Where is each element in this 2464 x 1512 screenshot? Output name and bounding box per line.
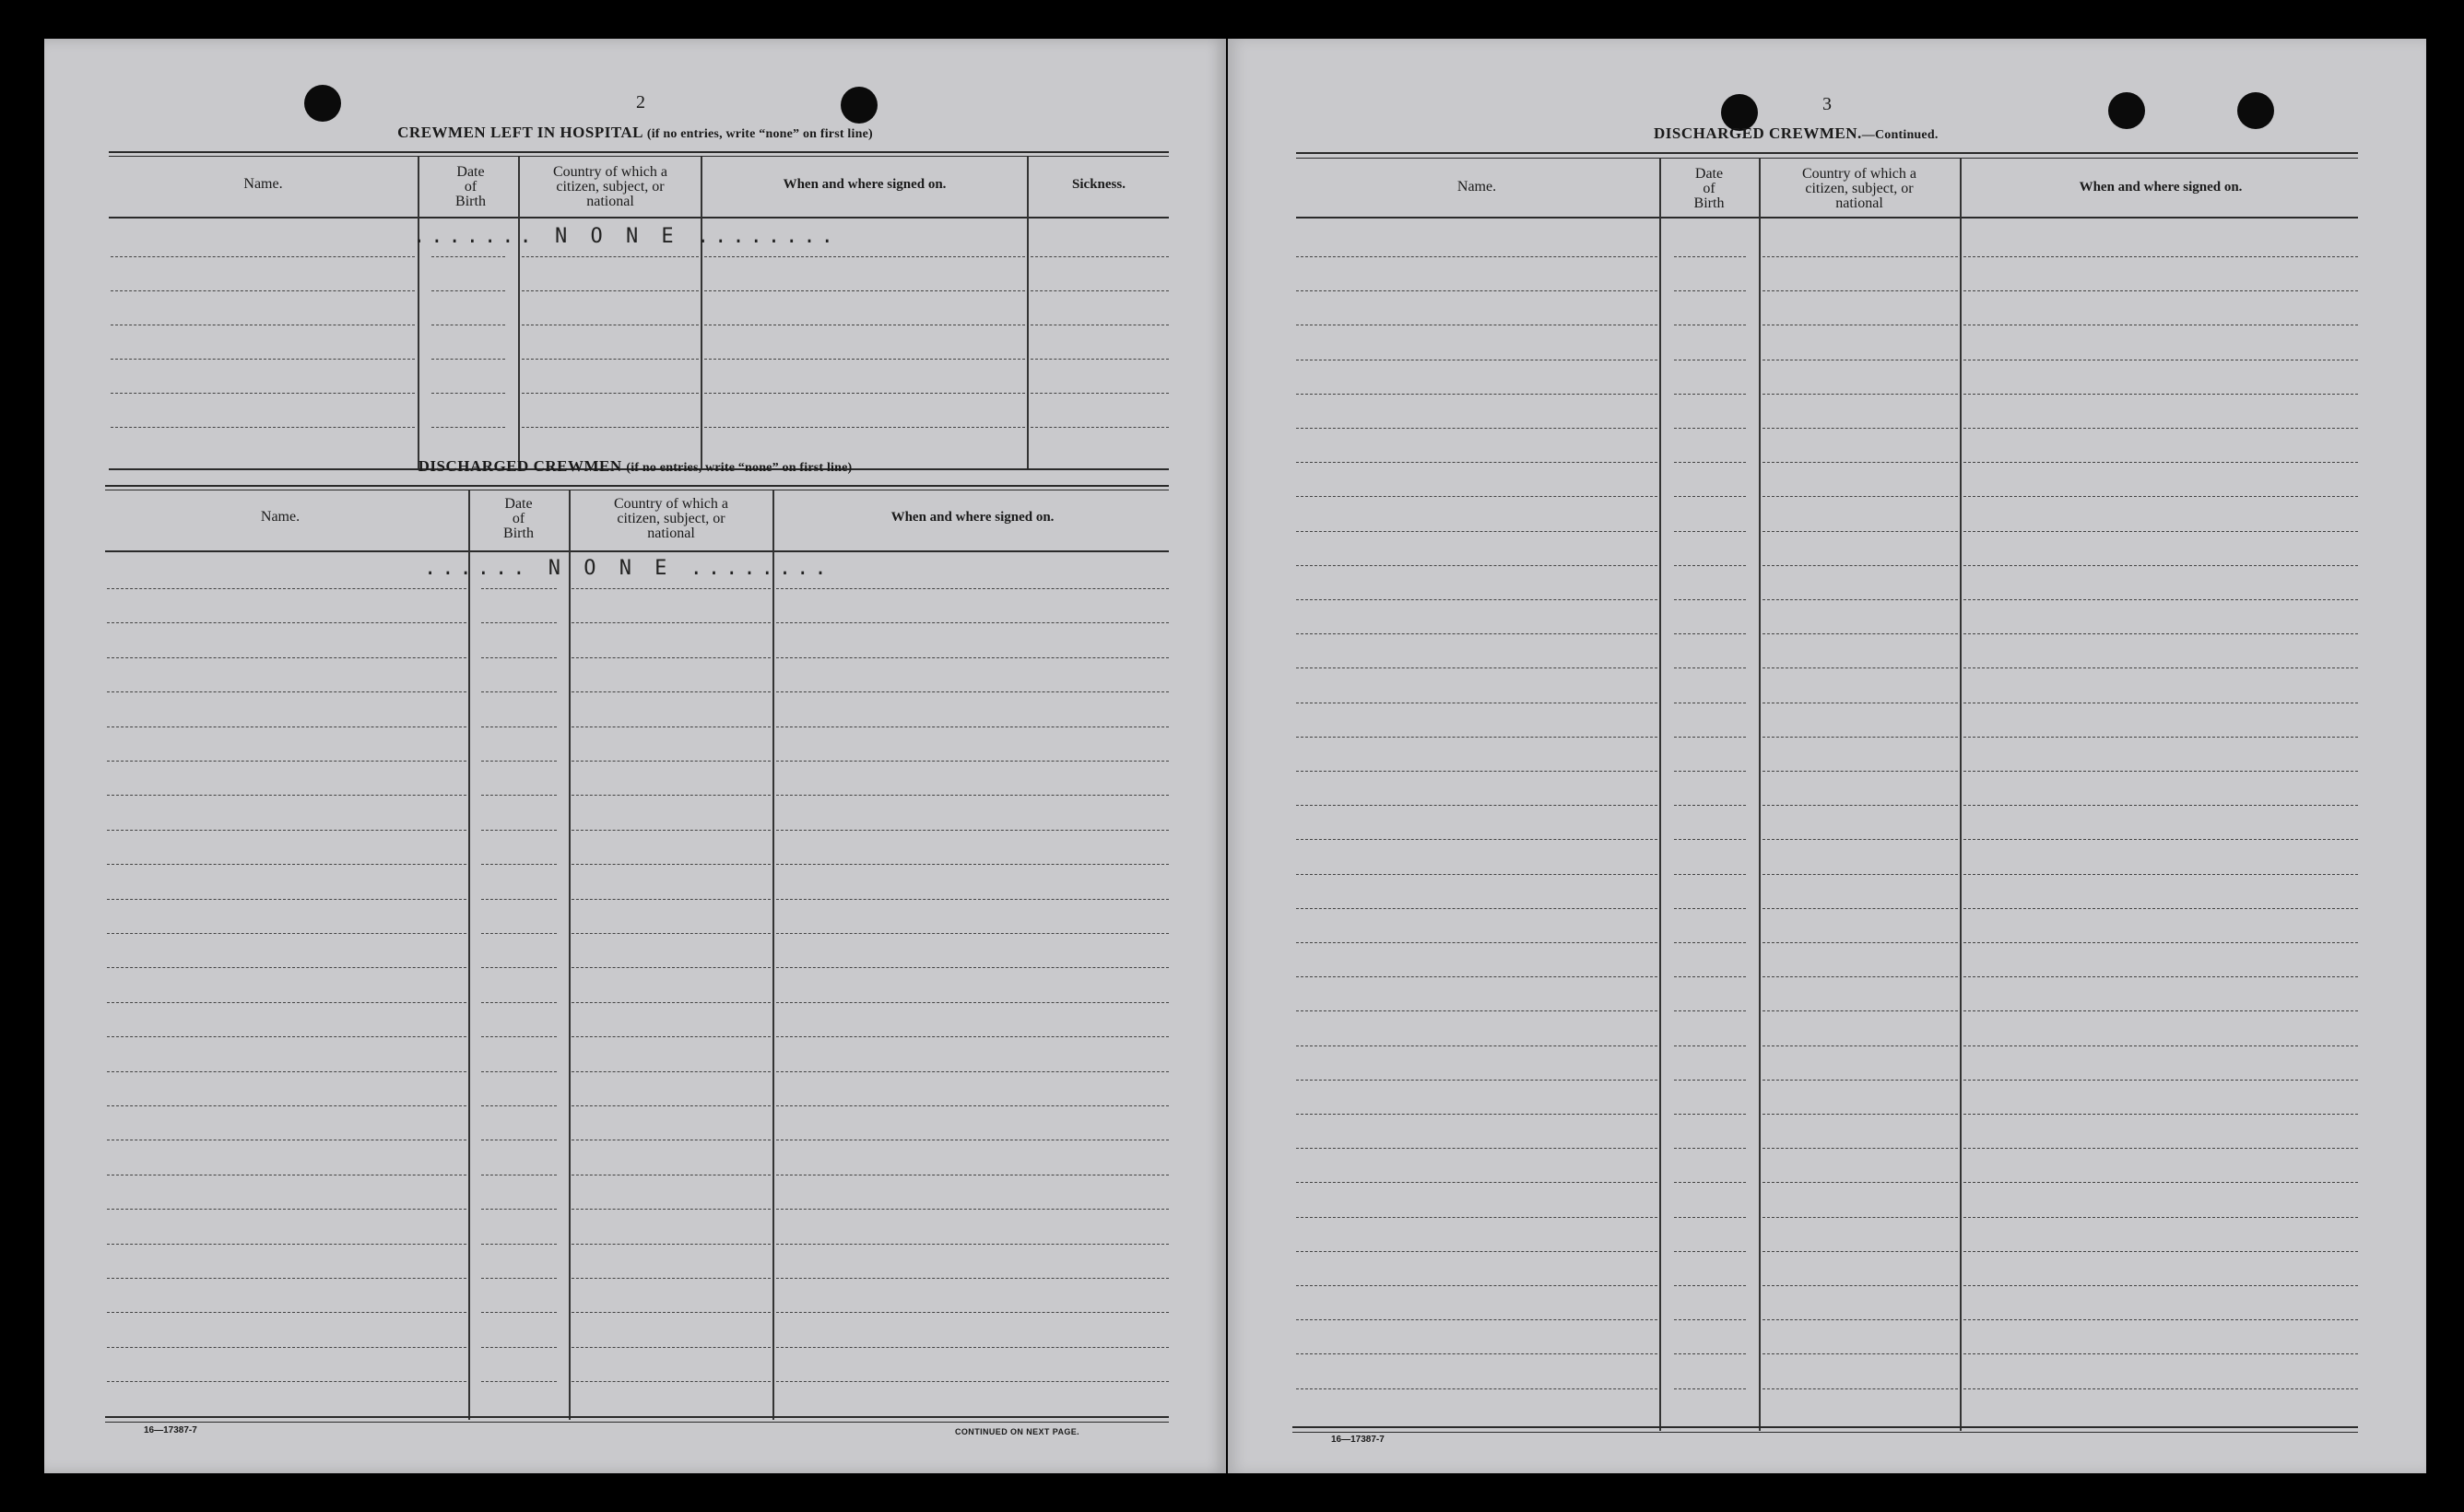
ruled-line <box>776 622 1169 623</box>
ruled-line <box>1674 976 1746 977</box>
ruled-line <box>107 1071 466 1072</box>
ruled-line <box>1296 976 1657 977</box>
ruled-line <box>1763 531 1958 532</box>
section-bottom-rule <box>1292 1426 2358 1428</box>
ruled-line <box>481 691 557 692</box>
ruled-line <box>1763 599 1958 600</box>
col-header-signed-on: When and where signed on. <box>2079 180 2243 195</box>
ruled-line <box>107 1278 466 1279</box>
header-rule <box>1296 217 2358 219</box>
ruled-line <box>1674 633 1746 634</box>
ruled-line <box>1963 1080 2358 1081</box>
ruled-line <box>481 933 557 934</box>
ruled-line <box>1674 1217 1746 1218</box>
ruled-line <box>1963 805 2358 806</box>
ruled-line <box>1674 874 1746 875</box>
col-header-country: Country of which a citizen, subject, or national <box>614 496 728 541</box>
ruled-line <box>107 1105 466 1106</box>
ruled-line <box>481 1381 557 1382</box>
punch-hole <box>2108 92 2145 129</box>
ruled-line <box>1763 256 1958 257</box>
ruled-line <box>776 761 1169 762</box>
ruled-line <box>481 795 557 796</box>
ruled-line <box>572 726 771 727</box>
ruled-line <box>1763 1319 1958 1320</box>
top-rule <box>109 151 1169 153</box>
ruled-line <box>1963 290 2358 291</box>
ruled-line <box>1674 737 1746 738</box>
ruled-line <box>1674 1080 1746 1081</box>
ruled-line <box>1296 1114 1657 1115</box>
ruled-line <box>1963 1251 2358 1252</box>
ruled-line <box>1296 531 1657 532</box>
ruled-line <box>776 1278 1169 1279</box>
ruled-line <box>107 864 466 865</box>
ruled-line <box>572 1347 771 1348</box>
ruled-line <box>1963 1148 2358 1149</box>
ruled-line <box>572 588 771 589</box>
ruled-line <box>522 359 699 360</box>
ruled-line <box>481 1244 557 1245</box>
ruled-line <box>1674 1251 1746 1252</box>
ruled-line <box>704 359 1025 360</box>
ruled-line <box>1763 1388 1958 1389</box>
ruled-line <box>1963 256 2358 257</box>
ruled-line <box>1763 428 1958 429</box>
ruled-line <box>522 393 699 394</box>
col-divider <box>1960 159 1962 1431</box>
ruled-line <box>1963 496 2358 497</box>
ruled-line <box>107 622 466 623</box>
ruled-line <box>1296 1251 1657 1252</box>
ruled-line <box>776 1244 1169 1245</box>
punch-hole <box>2237 92 2274 129</box>
ruled-line <box>1031 359 1169 360</box>
ruled-line <box>1031 427 1169 428</box>
ruled-line <box>431 427 505 428</box>
ruled-line <box>1031 393 1169 394</box>
ruled-line <box>1763 633 1958 634</box>
ruled-line <box>1296 633 1657 634</box>
ruled-line <box>1963 1010 2358 1011</box>
ruled-line <box>481 1209 557 1210</box>
ruled-line <box>1031 256 1169 257</box>
col-divider <box>569 490 571 1420</box>
title-text: DISCHARGED CREWMEN. <box>1654 124 1862 142</box>
ruled-line <box>522 427 699 428</box>
ruled-line <box>481 622 557 623</box>
ruled-line <box>107 588 466 589</box>
ruled-line <box>1963 1217 2358 1218</box>
page-number: 2 <box>636 92 645 112</box>
ruled-line <box>1296 805 1657 806</box>
ruled-line <box>1296 599 1657 600</box>
ruled-line <box>431 359 505 360</box>
col-header-country: Country of which a citizen, subject, or national <box>1802 166 1916 211</box>
ruled-line <box>1674 565 1746 566</box>
ruled-line <box>1674 805 1746 806</box>
ruled-line <box>107 830 466 831</box>
ruled-line <box>1296 496 1657 497</box>
ruled-line <box>481 864 557 865</box>
ruled-line <box>1763 1114 1958 1115</box>
ruled-line <box>1296 462 1657 463</box>
ruled-line <box>776 1209 1169 1210</box>
ruled-line <box>107 1312 466 1313</box>
ruled-line <box>1763 839 1958 840</box>
ruled-line <box>572 1002 771 1003</box>
ruled-line <box>1674 1148 1746 1149</box>
header-rule <box>105 550 1169 552</box>
right-page <box>1228 39 2426 1473</box>
top-rule <box>105 485 1169 487</box>
hospital-section-title <box>44 124 1226 142</box>
ruled-line <box>107 1209 466 1210</box>
ruled-line <box>572 899 771 900</box>
ruled-line <box>572 691 771 692</box>
section-bottom-rule <box>1292 1432 2358 1433</box>
ruled-line <box>1963 942 2358 943</box>
ruled-line <box>1296 1353 1657 1354</box>
ruled-line <box>1763 1045 1958 1046</box>
ruled-line <box>572 1105 771 1106</box>
ruled-line <box>704 393 1025 394</box>
col-divider <box>1659 159 1661 1431</box>
ruled-line <box>572 795 771 796</box>
ruled-line <box>481 1312 557 1313</box>
discharged-section-heading <box>44 457 1226 476</box>
section-bottom-rule <box>105 1416 1169 1418</box>
ruled-line <box>1296 737 1657 738</box>
ruled-line <box>107 933 466 934</box>
ruled-line <box>1763 462 1958 463</box>
ruled-line <box>1296 771 1657 772</box>
ruled-line <box>111 290 415 291</box>
ruled-line <box>107 761 466 762</box>
discharged-note: (if no entries, write “none” on first line) <box>626 461 853 475</box>
ruled-line <box>1674 462 1746 463</box>
ruled-line <box>1763 1148 1958 1149</box>
left-page <box>44 39 1226 1473</box>
form-number: 16—17387-7 <box>144 1425 197 1435</box>
ruled-line <box>1296 839 1657 840</box>
ruled-line <box>776 1071 1169 1072</box>
ruled-line <box>1763 942 1958 943</box>
col-header-name: Name. <box>1456 179 1497 195</box>
ruled-line <box>431 393 505 394</box>
ruled-line <box>481 588 557 589</box>
ruled-line <box>776 691 1169 692</box>
ruled-line <box>1674 256 1746 257</box>
ruled-line <box>572 657 771 658</box>
ruled-line <box>481 1002 557 1003</box>
punch-hole <box>841 87 878 124</box>
ruled-line <box>1674 908 1746 909</box>
ruled-line <box>1674 1353 1746 1354</box>
ruled-line <box>1963 667 2358 668</box>
ruled-line <box>1763 1182 1958 1183</box>
ruled-line <box>776 657 1169 658</box>
ruled-line <box>1674 667 1746 668</box>
ruled-line <box>1963 633 2358 634</box>
ruled-line <box>1763 1010 1958 1011</box>
col-header-country: Country of which a citizen, subject, or national <box>553 164 667 209</box>
ruled-line <box>1763 737 1958 738</box>
discharged-continued-title <box>1654 124 1939 143</box>
ruled-line <box>572 967 771 968</box>
ruled-line <box>107 657 466 658</box>
ruled-line <box>107 726 466 727</box>
ruled-line <box>1674 771 1746 772</box>
form-number: 16—17387-7 <box>1331 1435 1385 1445</box>
ruled-line <box>1674 428 1746 429</box>
ruled-line <box>481 1071 557 1072</box>
ruled-line <box>572 1071 771 1072</box>
ruled-line <box>1963 976 2358 977</box>
ruled-line <box>776 967 1169 968</box>
punch-hole <box>304 85 341 122</box>
ruled-line <box>1963 599 2358 600</box>
ruled-line <box>572 830 771 831</box>
ruled-line <box>481 1278 557 1279</box>
ruled-line <box>1674 1285 1746 1286</box>
col-header-name: Name. <box>260 509 301 525</box>
ruled-line <box>572 933 771 934</box>
ruled-line <box>1763 805 1958 806</box>
ruled-line <box>111 427 415 428</box>
ruled-line <box>776 795 1169 796</box>
continued-note: CONTINUED ON NEXT PAGE. <box>955 1427 1080 1436</box>
ruled-line <box>1763 874 1958 875</box>
page-number: 3 <box>1822 94 1832 114</box>
ruled-line <box>1296 1182 1657 1183</box>
ruled-line <box>1296 667 1657 668</box>
ruled-line <box>704 290 1025 291</box>
col-divider <box>772 490 774 1420</box>
col-header-signed-on: When and where signed on. <box>783 177 947 192</box>
header-rule <box>109 217 1169 219</box>
ruled-line <box>572 761 771 762</box>
ruled-line <box>107 1244 466 1245</box>
ruled-line <box>572 1381 771 1382</box>
ruled-line <box>481 1347 557 1348</box>
top-rule <box>109 156 1169 157</box>
col-divider <box>1027 157 1029 470</box>
ruled-line <box>1963 771 2358 772</box>
top-rule <box>1296 158 2358 159</box>
ruled-line <box>107 795 466 796</box>
ruled-line <box>1296 1010 1657 1011</box>
col-header-signed-on: When and where signed on. <box>890 510 1055 525</box>
ruled-line <box>1763 1251 1958 1252</box>
ruled-line <box>1674 531 1746 532</box>
ruled-line <box>1031 290 1169 291</box>
ruled-line <box>572 1036 771 1037</box>
ruled-line <box>1963 1045 2358 1046</box>
ruled-line <box>522 290 699 291</box>
hospital-note: (if no entries, write “none” on first line) <box>646 127 873 141</box>
ruled-line <box>1963 874 2358 875</box>
ruled-line <box>1963 1114 2358 1115</box>
ruled-line <box>1674 1182 1746 1183</box>
ruled-line <box>481 761 557 762</box>
ruled-line <box>1674 1388 1746 1389</box>
ruled-line <box>572 864 771 865</box>
ruled-line <box>1963 1182 2358 1183</box>
ruled-line <box>1674 1319 1746 1320</box>
ruled-line <box>776 588 1169 589</box>
ruled-line <box>776 1036 1169 1037</box>
col-divider <box>701 157 702 470</box>
ruled-line <box>111 359 415 360</box>
ruled-line <box>1296 874 1657 875</box>
ruled-line <box>776 1312 1169 1313</box>
ruled-line <box>1674 839 1746 840</box>
ruled-line <box>1963 394 2358 395</box>
ruled-line <box>776 933 1169 934</box>
col-divider <box>468 490 470 1420</box>
ruled-line <box>1296 908 1657 909</box>
ruled-line <box>1963 462 2358 463</box>
ruled-line <box>111 256 415 257</box>
ruled-line <box>1674 496 1746 497</box>
ruled-line <box>1296 1217 1657 1218</box>
ruled-line <box>481 1105 557 1106</box>
col-header-date-of-birth: Date of Birth <box>503 496 534 541</box>
ruled-line <box>1674 599 1746 600</box>
ruled-line <box>481 899 557 900</box>
col-divider <box>1759 159 1761 1431</box>
ruled-line <box>481 657 557 658</box>
title-suffix: —Continued. <box>1861 128 1939 142</box>
ruled-line <box>572 1244 771 1245</box>
ruled-line <box>704 256 1025 257</box>
ruled-line <box>776 1381 1169 1382</box>
ruled-line <box>1674 1010 1746 1011</box>
ruled-line <box>776 1105 1169 1106</box>
discharged-none-entry: ...... N O N E ........ <box>424 557 832 580</box>
ruled-line <box>1963 908 2358 909</box>
ruled-line <box>111 393 415 394</box>
ruled-line <box>1763 771 1958 772</box>
ruled-line <box>776 1002 1169 1003</box>
ruled-line <box>1674 394 1746 395</box>
ruled-line <box>1763 1080 1958 1081</box>
ruled-line <box>1674 290 1746 291</box>
ruled-line <box>481 726 557 727</box>
section-bottom-rule <box>105 1422 1169 1423</box>
ruled-line <box>107 1002 466 1003</box>
ruled-line <box>431 256 505 257</box>
ruled-line <box>1296 256 1657 257</box>
ruled-line <box>1296 1045 1657 1046</box>
ruled-line <box>1763 496 1958 497</box>
ruled-line <box>107 967 466 968</box>
ruled-line <box>572 622 771 623</box>
discharged-title: DISCHARGED CREWMEN <box>418 457 622 475</box>
ruled-line <box>1763 1217 1958 1218</box>
ruled-line <box>572 1312 771 1313</box>
ruled-line <box>1963 428 2358 429</box>
ruled-line <box>1763 908 1958 909</box>
ruled-line <box>1963 1353 2358 1354</box>
ruled-line <box>522 256 699 257</box>
ruled-line <box>776 726 1169 727</box>
ruled-line <box>1296 290 1657 291</box>
ruled-line <box>107 899 466 900</box>
ruled-line <box>1963 1285 2358 1286</box>
hospital-none-entry: ....... N O N E ........ <box>413 225 839 248</box>
col-header-date-of-birth: Date of Birth <box>1693 166 1725 211</box>
ruled-line <box>1296 565 1657 566</box>
ruled-line <box>1763 290 1958 291</box>
ruled-line <box>1963 1319 2358 1320</box>
ruled-line <box>1763 1353 1958 1354</box>
ruled-line <box>481 830 557 831</box>
ruled-line <box>1763 667 1958 668</box>
col-header-sickness: Sickness. <box>1072 177 1126 192</box>
col-header-date-of-birth: Date of Birth <box>455 164 486 209</box>
col-divider <box>418 157 419 470</box>
ruled-line <box>1674 942 1746 943</box>
ruled-line <box>1763 976 1958 977</box>
ruled-line <box>1763 394 1958 395</box>
ruled-line <box>572 1209 771 1210</box>
ruled-line <box>107 1347 466 1348</box>
ruled-line <box>1296 1080 1657 1081</box>
ruled-line <box>1963 565 2358 566</box>
ruled-line <box>1296 1319 1657 1320</box>
ruled-line <box>1296 394 1657 395</box>
ruled-line <box>1963 1388 2358 1389</box>
ruled-line <box>1763 565 1958 566</box>
ruled-line <box>1674 1114 1746 1115</box>
ruled-line <box>1296 428 1657 429</box>
ruled-line <box>107 1036 466 1037</box>
ruled-line <box>776 1347 1169 1348</box>
ruled-line <box>107 1381 466 1382</box>
ruled-line <box>1963 531 2358 532</box>
ruled-line <box>1296 1388 1657 1389</box>
ruled-line <box>1296 942 1657 943</box>
ruled-line <box>704 427 1025 428</box>
col-header-name: Name. <box>243 176 283 192</box>
ruled-line <box>1963 737 2358 738</box>
ruled-line <box>481 967 557 968</box>
ruled-line <box>1963 839 2358 840</box>
ruled-line <box>1674 1045 1746 1046</box>
ruled-line <box>572 1278 771 1279</box>
ruled-line <box>1296 1285 1657 1286</box>
top-rule <box>1296 152 2358 154</box>
ruled-line <box>1763 1285 1958 1286</box>
ruled-line <box>107 691 466 692</box>
col-divider <box>518 157 520 470</box>
hospital-title: CREWMEN LEFT IN HOSPITAL <box>397 124 643 141</box>
ruled-line <box>776 864 1169 865</box>
ruled-line <box>776 830 1169 831</box>
ruled-line <box>776 899 1169 900</box>
ruled-line <box>481 1036 557 1037</box>
ruled-line <box>431 290 505 291</box>
ruled-line <box>1296 1148 1657 1149</box>
